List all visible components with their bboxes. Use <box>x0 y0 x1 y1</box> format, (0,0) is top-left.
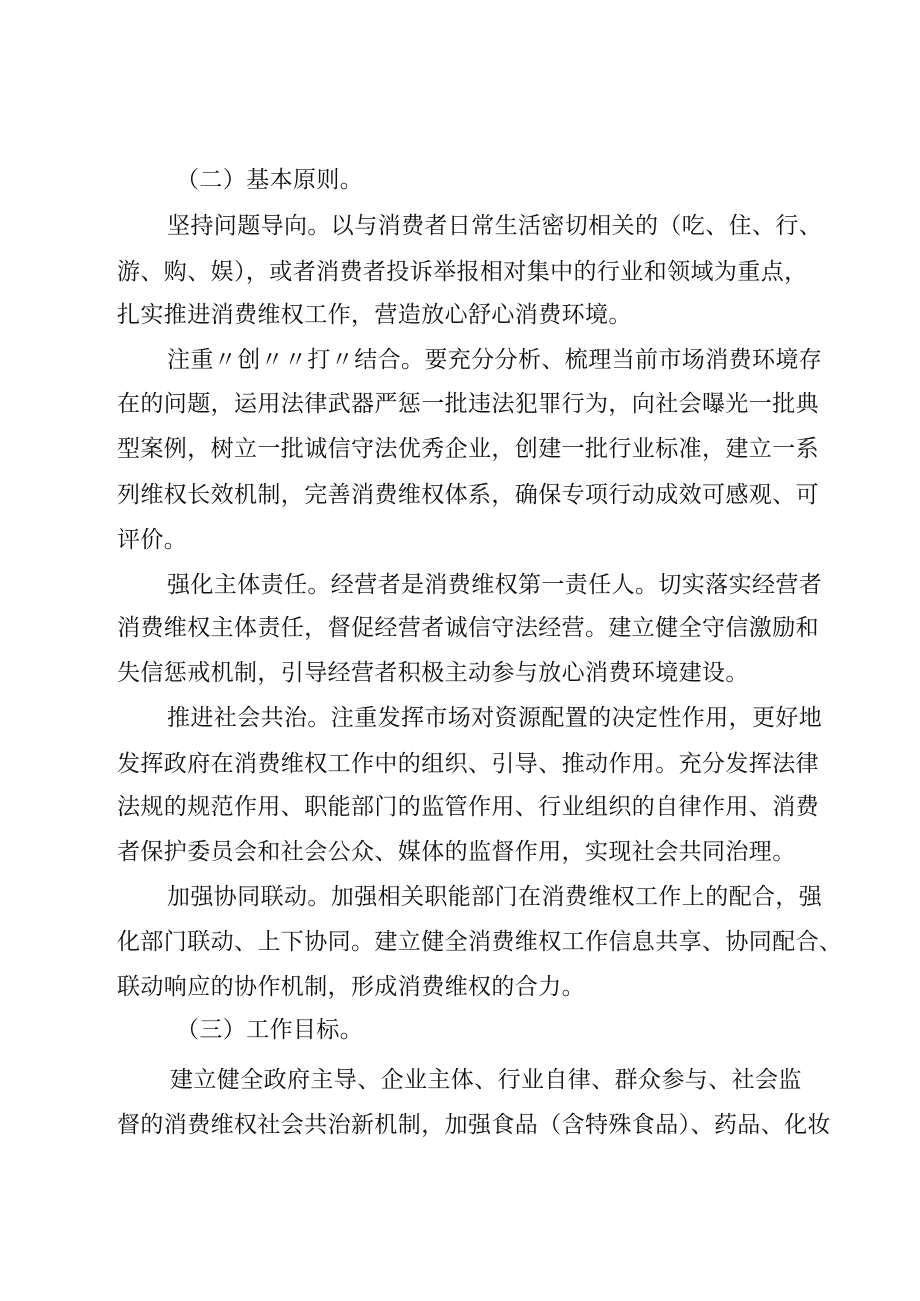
paragraph-line: 消费维权主体责任，督促经营者诚信守法经营。建立健全守信激励和 <box>117 615 819 641</box>
paragraph-line: 推进社会共治。注重发挥市场对资源配置的决定性作用，更好地 <box>167 705 823 731</box>
paragraph-line: 扎实推进消费维权工作，营造放心舒心消费环境。 <box>117 302 632 328</box>
paragraph-line: 强化主体责任。经营者是消费维权第一责任人。切实落实经营者 <box>167 572 823 598</box>
paragraph-line: 者保护委员会和社会公众、媒体的监督作用，实现社会共同治理。 <box>117 839 796 865</box>
paragraph-line: 加强协同联动。加强相关职能部门在消费维权工作上的配合，强 <box>167 884 823 910</box>
paragraph-line: 化部门联动、上下协同。建立健全消费维权工作信息共享、协同配合、 <box>117 929 843 955</box>
paragraph-line: 督的消费维权社会共治新机制，加强食品（含特殊食品）、药品、化妆 <box>117 1112 831 1138</box>
paragraph-line: 建立健全政府主导、企业主体、行业自律、群众参与、社会监 <box>170 1067 802 1093</box>
section-heading-basic-principles: （二）基本原则。 <box>176 167 364 193</box>
section-heading-work-goals: （三）工作目标。 <box>176 1017 364 1043</box>
paragraph-line: 失信惩戒机制，引导经营者积极主动参与放心消费环境建设。 <box>117 660 749 686</box>
paragraph-line: 在的问题，运用法律武器严惩一批违法犯罪行为，向社会曝光一批典 <box>117 391 819 417</box>
paragraph-line: 发挥政府在消费维权工作中的组织、引导、推动作用。充分发挥法律 <box>117 751 819 777</box>
paragraph-line: 型案例，树立一批诚信守法优秀企业，创建一批行业标准，建立一系 <box>117 436 819 462</box>
paragraph-line: 法规的规范作用、职能部门的监管作用、行业组织的自律作用、消费 <box>117 794 819 820</box>
paragraph-line: 列维权长效机制，完善消费维权体系，确保专项行动成效可感观、可 <box>117 482 819 508</box>
paragraph-line: 坚持问题导向。以与消费者日常生活密切相关的（吃、住、行、 <box>167 213 823 239</box>
paragraph-line: 游、购、娱），或者消费者投诉举报相对集中的行业和领域为重点， <box>117 259 808 285</box>
paragraph-line: 评价。 <box>117 527 188 553</box>
paragraph-line: 注重〃创〃〃打〃结合。要充分分析、梳理当前市场消费环境存 <box>167 347 823 373</box>
paragraph-line: 联动响应的协作机制，形成消费维权的合力。 <box>117 974 585 1000</box>
